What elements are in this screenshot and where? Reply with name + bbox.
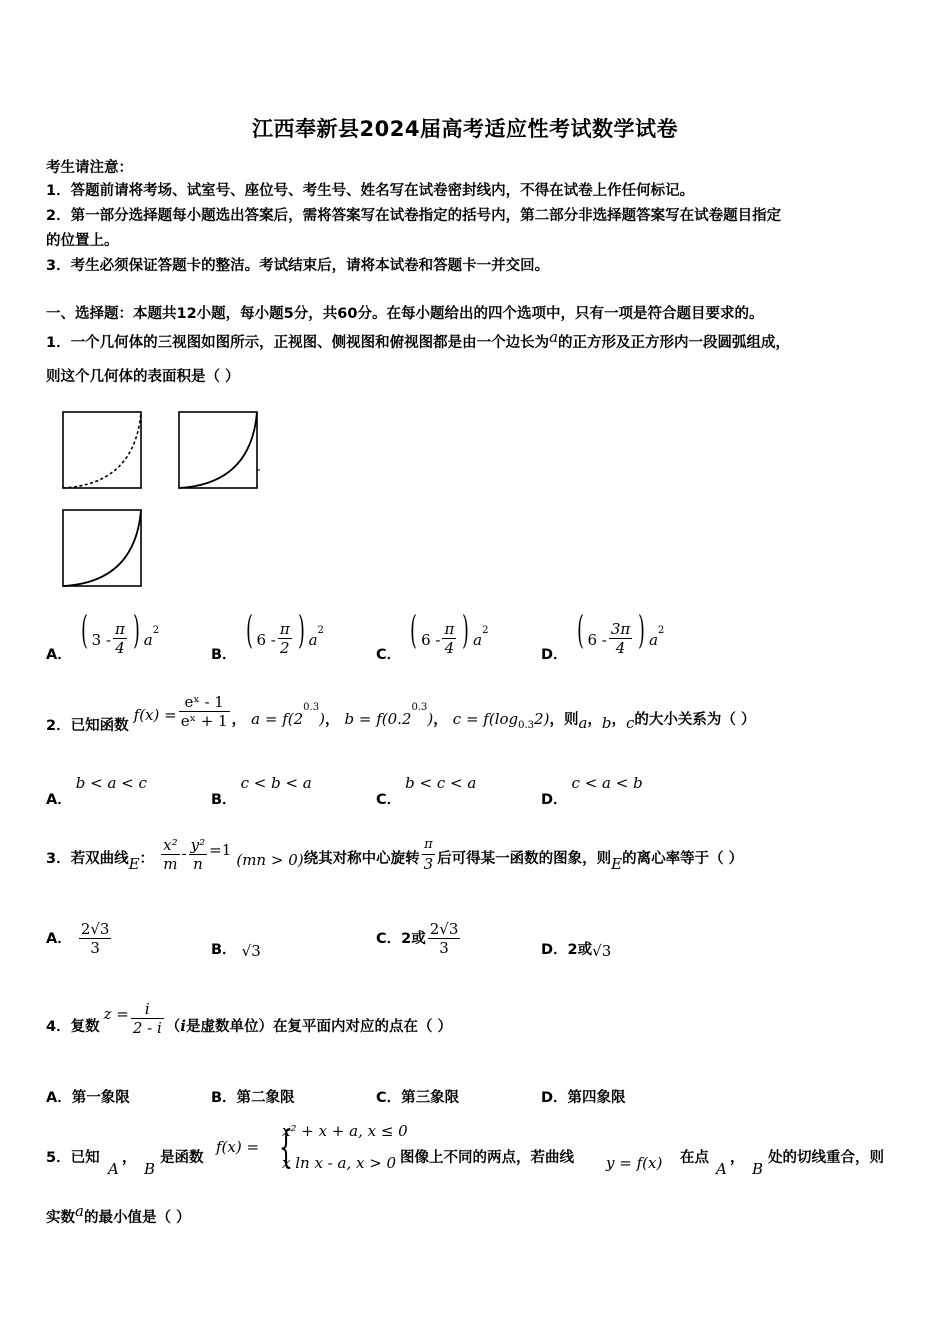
q1-option-a-label: A． [46,646,72,663]
q1-front-view-figure [60,410,146,492]
q3-var-e: E [128,854,140,873]
q1-option-a[interactable]: A． ( 3 - $\frac{\pi}{4}$ ) $a^2$ [46,608,160,663]
q1-option-d-int: 6 - [587,630,607,649]
q4-option-c[interactable]: C．第三象限 [376,1090,460,1106]
q1-option-d-exp: 2 [658,624,665,636]
q3-colon: ： [139,850,155,867]
q5-var-a: a [75,1202,84,1220]
q3-option-c-den: 3 [439,939,449,957]
q1-option-b-a: a [308,630,318,649]
q3-option-b[interactable] [211,938,261,959]
q4-den: 2 - i [132,1019,162,1037]
q3-m: m [163,855,178,873]
notice-item-3: 3．考生必须保证答题卡的整洁。考试结束后，请将本试卷和答题卡一并交回。 [46,258,550,274]
q3-y2: y² [190,836,206,854]
q1-option-c-int: 6 - [421,630,441,649]
q2-c-expr: c = f(log [452,709,519,728]
q5-mid3: 在点 [680,1150,709,1166]
notice-item-1: 1．答题前请将考场、试室号、座位号、考生号、姓名写在试卷密封线内，不得在试卷上作任何标记。 [46,183,695,199]
front-view-dashed-arc [63,412,141,488]
q3-option-a-label: A． [46,931,72,947]
section-heading: 一、选择题：本题共12小题，每小题5分，共60分。在每小题给出的四个选项中，只有一项是符合题目要求的。 [46,306,764,322]
q1-option-a-int: 3 - [91,630,112,649]
q5-mid4: 处的切线重合，则 [768,1150,884,1166]
q2-a-exp: 0.3 [303,701,320,713]
q2-a-expr: a = f(2 [251,709,304,728]
q1-option-b-label: B． [211,646,237,663]
q1-option-d[interactable]: D． ( 6 - $\frac{3\pi}{4}$ ) $a^2$ [541,608,665,663]
q2-suffix: 的大小关系为（ ） [634,711,756,728]
q1-option-a-exp: 2 [152,624,160,636]
q2-option-d-expr: c < a < b [571,774,643,792]
q1-var-a: a [549,328,559,346]
q1-option-c[interactable]: C． ( 6 - $\frac{\pi}{4}$ ) $a^2$ [376,608,489,663]
q5-comma2: ， [730,1150,745,1166]
q3-option-c-num: 2√3 [429,920,459,938]
q2-option-d-label: D． [541,792,568,808]
q5-comma: ， [122,1150,137,1166]
q2-c-tail: 2) [534,709,550,728]
q5-line2b: 的最小值是（ ） [83,1210,191,1226]
front-view-square [63,412,141,488]
q2-var-c: c [626,713,635,732]
q2-sep-3: ， [433,711,448,728]
q1-option-d-label: D． [541,646,568,663]
q2-option-b-label: B． [211,792,237,808]
q3-x2: x² [163,836,178,854]
q5-stem-line2 [46,1202,191,1227]
q3-option-c[interactable] [376,920,462,957]
q3-option-c-label: C． [376,931,402,947]
q3-suffix: 的离心率等于（ ） [622,850,744,867]
q5-point-b: B [144,1160,156,1178]
q2-option-b[interactable] [211,772,312,808]
q3-three: 3 [423,855,434,873]
q5-point-b2: B [752,1160,764,1178]
q5-case1: x² + x + a, x ≤ 0 [282,1122,408,1140]
q2-fraction-den: eˣ + 1 [180,712,228,730]
q4-i: i [180,1016,186,1035]
q1-option-c-a: a [473,630,483,649]
q3-prefix: 3．若双曲线 [46,850,129,867]
q4-open: （ [165,1018,181,1035]
q2-sep-1: ， [231,711,247,728]
q2-option-c-label: C． [376,792,402,808]
q2-option-c[interactable] [376,772,477,808]
q2-a-close: ) [319,709,325,728]
q3-var-e2: E [611,854,623,873]
q2-sep-2: ， [324,711,340,728]
q2-fraction-num: eˣ - 1 [179,693,230,712]
q3-n: n [193,855,203,873]
q2-option-d[interactable] [541,772,643,808]
notice-heading: 考生请注意： [46,160,133,176]
q2-var-b: b [601,713,612,732]
q4-option-b[interactable]: B．第二象限 [211,1090,295,1106]
q2-option-c-expr: b < c < a [405,774,477,792]
q3-mid2: 后可得某一函数的图象，则 [437,850,612,867]
side-view-arc [179,412,257,488]
q3-minus: - [181,844,187,863]
notice-item-2: 2．第一部分选择题每小题选出答案后，需将答案写在试卷指定的括号内，第二部分非选择题答案写在试卷题目指定 [46,208,782,224]
q2-c-sub: 0.3 [518,719,535,731]
q2-mid: ，则 [549,711,579,728]
q3-eq: =1 [209,840,232,859]
q5-curve: y = f(x) [606,1154,663,1172]
q1-top-view-figure [60,508,146,590]
q3-option-b-expr: √3 [241,942,261,960]
q5-fx: f(x) = [216,1138,260,1156]
top-view-arc [63,510,141,586]
q2-b-expr: b = f(0.2 [344,709,412,728]
q1-text-a: 1．一个几何体的三视图如图所示，正视图、侧视图和俯视图都是由一个边长为 [46,335,550,351]
q3-pi: π [422,836,436,855]
q1-option-a-num: π [115,619,125,638]
q4-suffix: 是虚数单位）在复平面内对应的点在（ ） [186,1018,453,1035]
q5-point-a2: A [716,1160,727,1178]
q5-case2: x ln x - a, x > 0 [282,1154,397,1172]
q1-option-b[interactable]: B． ( 6 - $\frac{\pi}{2}$ ) $a^2$ [211,608,324,663]
q1-option-b-exp: 2 [317,624,324,636]
q3-condition: (mn > 0) [236,850,304,869]
q1-option-a-den: 4 [115,638,125,657]
q3-option-d-pre: 2或 [567,942,593,958]
q1-side-view-figure [175,410,265,492]
q5-point-a: A [108,1160,119,1178]
q1-option-d-num: 3π [610,619,631,638]
q5-line2a: 实数 [46,1210,75,1226]
q2-option-a-label: A． [46,792,72,808]
q1-line1 [46,328,790,352]
q4-z: z = [103,1004,129,1023]
side-view-square [179,412,257,488]
q3-stem [46,836,743,873]
q2-b-close: ) [427,709,434,728]
q1-option-a-a: a [143,630,153,649]
q3-mid: 绕其对称中心旋转 [303,850,420,867]
q2-sep-4: ， [587,711,602,728]
q3-option-a-num: 2√3 [80,920,110,938]
q4-option-a[interactable]: A．第一象限 [46,1090,130,1106]
q5-mid: 是函数 [160,1150,204,1166]
q2-sep-5: ， [611,711,627,728]
q3-option-a[interactable] [46,920,113,957]
q4-prefix: 4．复数 [46,1018,100,1035]
notice-item-2-cont: 的位置上。 [46,233,119,249]
q5-brace: { [279,1122,293,1173]
q3-option-d-expr: √3 [592,942,612,960]
q1-option-b-den: 2 [280,638,290,657]
q2-prefix: 2．已知函数 [46,717,129,734]
q1-option-b-int: 6 - [256,630,276,649]
q2-option-a-expr: b < a < c [75,774,147,792]
q4-option-d[interactable]: D．第四象限 [541,1090,626,1106]
q1-option-c-label: C． [376,646,402,663]
q1-line2: 则这个几何体的表面积是（ ） [46,369,240,385]
q3-option-a-den: 3 [90,939,100,957]
q2-option-a[interactable] [46,772,147,808]
q5-prefix: 5．已知 [46,1150,100,1166]
q3-option-d[interactable] [541,938,611,959]
q2-b-exp: 0.3 [411,701,428,713]
q1-option-d-den: 4 [615,638,626,657]
q1-option-c-den: 4 [444,638,455,657]
q1-text-b: 的正方形及正方形内一段圆弧组成， [558,335,791,351]
q2-stem [46,693,756,734]
q4-stem [46,1000,452,1037]
q1-option-d-a: a [649,630,659,649]
q3-option-d-label: D． [541,942,568,958]
q1-option-b-num: π [279,619,290,638]
q3-option-c-pre: 2或 [401,931,426,947]
q5-mid2: 图像上不同的两点，若曲线 [400,1150,574,1166]
q2-fx: f(x) = [133,705,177,724]
q2-var-a: a [578,713,588,732]
page-title: 江西奉新县2024届高考适应性考试数学试卷 [252,117,678,141]
q1-option-c-num: π [444,619,455,638]
q4-num: i [131,1000,164,1019]
q2-option-b-expr: c < b < a [240,774,312,792]
q1-option-c-exp: 2 [482,624,489,636]
q3-option-b-label: B． [211,942,237,958]
top-view-square [63,510,141,586]
